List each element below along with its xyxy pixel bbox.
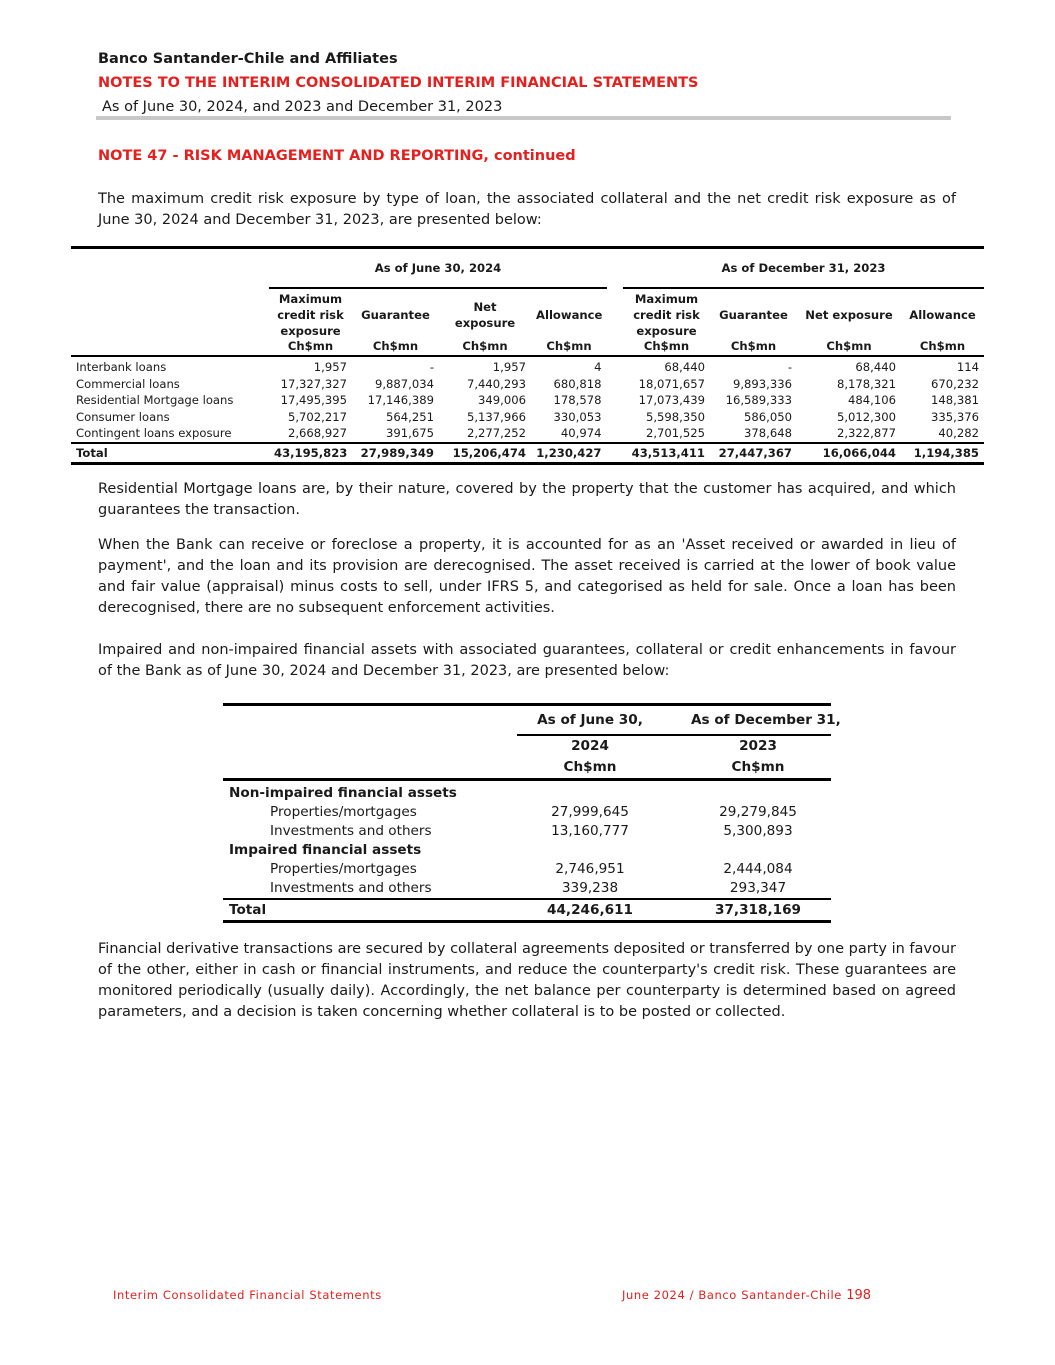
unit-label: Ch$mn: [531, 339, 607, 356]
row-label: Properties/mortgages: [270, 804, 417, 820]
row-label: Investments and others: [270, 823, 432, 839]
table-row: [71, 409, 984, 426]
guaranteed-assets-table: [223, 703, 841, 923]
cell: 2,668,927: [287, 426, 347, 440]
cell: 68,440: [855, 360, 896, 374]
table-row: [71, 425, 984, 443]
col-guarantee: Guarantee: [361, 308, 430, 322]
row-label: Residential Mortgage loans: [76, 393, 234, 407]
total-row: [71, 443, 984, 464]
cell: 2,322,877: [836, 426, 896, 440]
cell: -: [429, 360, 434, 374]
col-december-header: As of December 31,: [685, 706, 831, 735]
total-cell: 43,195,823: [269, 443, 352, 464]
derivatives-paragraph: Financial derivative transactions are secured by collateral agreements deposited or transferred by one party in favour of the other, either in cash or financial instruments, and reduce the counterparty's credit risk. These guarantees are monitored periodically (usually daily). Accordingly, the net balance per counterparty is determined based on agreed parameters, and a decision is taken concerning whether collateral is to be posted or collected.: [98, 941, 956, 1020]
company-name: Banco Santander-Chile and Affiliates: [98, 51, 398, 67]
cell: 13,160,777: [551, 823, 629, 839]
cell: 5,012,300: [836, 409, 896, 424]
cell: 17,146,389: [367, 393, 434, 407]
cell: 9,893,336: [732, 376, 792, 391]
group-header-dec-2023: As of December 31, 2023: [623, 249, 984, 288]
total-cell: 1,194,385: [901, 443, 984, 464]
row-label: Properties/mortgages: [270, 861, 417, 877]
cell: 17,327,327: [280, 376, 347, 391]
section-label-non-impaired: Non-impaired financial assets: [229, 785, 457, 801]
cell: 293,347: [729, 880, 787, 896]
col-net-exposure: Net exposure: [454, 300, 516, 330]
cell: 339,238: [561, 880, 619, 896]
cell: 5,300,893: [723, 823, 793, 839]
foreclose-paragraph: When the Bank can receive or foreclose a property, it is accounted for as an 'Asset received or awarded in lieu of payment', and the loan and its provision are derecognised. The asset received is carried at the lower of book value and fair value (appraisal) minus costs to sell, under IFRS 5, and categorised as held for sale. Once a loan has been derecognised, there are no subsequent enforcement activities.: [98, 537, 956, 616]
cell: 2,277,252: [466, 426, 526, 440]
unit-label: Ch$mn: [623, 339, 710, 356]
cell: 680,818: [553, 376, 602, 391]
cell: 40,282: [938, 426, 979, 440]
col-allowance: Allowance: [909, 308, 976, 322]
cell: 29,279,845: [719, 804, 797, 820]
cell: 17,073,439: [638, 393, 705, 407]
cell: 27,999,645: [551, 804, 629, 820]
table-row: [223, 879, 831, 899]
cell: 335,376: [931, 409, 979, 424]
total-cell: 37,318,169: [685, 899, 831, 922]
cell: 178,578: [553, 393, 602, 407]
intro-paragraph: The maximum credit risk exposure by type of loan, the associated collateral and the net credit risk exposure as of June 30, 2024 and December 31, 2023, are presented below:: [98, 191, 956, 228]
unit-label: Ch$mn: [269, 339, 352, 356]
page-number: 198: [846, 1288, 872, 1303]
col-net-exposure: Net exposure: [805, 308, 893, 322]
cell: 5,137,966: [466, 409, 526, 424]
cell: 586,050: [744, 409, 792, 424]
notes-title: NOTES TO THE INTERIM CONSOLIDATED INTERIM FINANCIAL STATEMENTS: [98, 75, 699, 91]
cell: 391,675: [386, 426, 434, 440]
cell: 7,440,293: [466, 376, 526, 391]
cell: 564,251: [386, 409, 434, 424]
cell: 148,381: [931, 393, 979, 407]
footer-right: [622, 1288, 871, 1303]
col-allowance: Allowance: [536, 308, 603, 322]
col-max-exposure: Maximum credit risk exposure: [633, 292, 700, 338]
total-cell: 27,447,367: [710, 443, 797, 464]
unit-label: Ch$mn: [901, 339, 984, 356]
cell: 114: [956, 360, 979, 374]
note-title: NOTE 47 - RISK MANAGEMENT AND REPORTING, continued: [98, 148, 576, 164]
section-row: [223, 841, 831, 860]
cell: 1,957: [492, 360, 526, 374]
total-cell: 43,513,411: [623, 443, 710, 464]
residential-paragraph: Residential Mortgage loans are, by their nature, covered by the property that the customer has acquired, and which guarantees the transaction.: [98, 481, 956, 518]
cell: 16,589,333: [725, 393, 792, 407]
cell: 330,053: [553, 409, 602, 424]
total-label: Total: [223, 899, 517, 922]
cell: 40,974: [560, 426, 602, 440]
cell: -: [787, 360, 792, 374]
cell: 670,232: [931, 376, 979, 391]
cell: 8,178,321: [836, 376, 896, 391]
cell: 349,006: [478, 393, 526, 407]
row-label: Interbank loans: [76, 360, 167, 374]
section-label-impaired: Impaired financial assets: [229, 842, 422, 858]
credit-exposure-table: [71, 246, 984, 465]
table-row: [223, 803, 831, 822]
group-header-june-2024: As of June 30, 2024: [269, 249, 607, 288]
cell: 2,444,084: [723, 861, 793, 877]
col-max-exposure: Maximum credit risk exposure: [277, 292, 344, 338]
col-guarantee: Guarantee: [719, 308, 788, 322]
col-june-header: As of June 30,: [517, 706, 663, 735]
total-label: Total: [71, 443, 269, 464]
table-row: [223, 822, 831, 841]
unit-label: Ch$mn: [797, 339, 901, 356]
cell: 5,702,217: [287, 409, 347, 424]
total-cell: 1,230,427: [531, 443, 607, 464]
cell: 68,440: [664, 360, 705, 374]
date-line: As of June 30, 2024, and 2023 and December 31, 2023: [102, 99, 503, 115]
table-row: [71, 356, 984, 376]
table-row: [71, 376, 984, 393]
total-row: [223, 899, 831, 922]
cell: 18,071,657: [638, 376, 705, 391]
cell: 484,106: [848, 393, 896, 407]
col-december-year: 2023: [739, 738, 777, 754]
section-row: [223, 780, 831, 804]
row-label: Consumer loans: [76, 409, 170, 424]
row-label: Investments and others: [270, 880, 432, 896]
cell: 2,746,951: [555, 861, 625, 877]
col-june-year: 2024: [571, 738, 609, 754]
cell: 9,887,034: [374, 376, 434, 391]
total-cell: 27,989,349: [352, 443, 439, 464]
table-row: [223, 860, 831, 879]
unit-label: Ch$mn: [439, 339, 531, 356]
cell: 2,701,525: [645, 426, 705, 440]
table-row: [71, 392, 984, 409]
cell: 1,957: [313, 360, 347, 374]
total-cell: 15,206,474: [439, 443, 531, 464]
total-cell: 16,066,044: [797, 443, 901, 464]
impaired-paragraph: Impaired and non-impaired financial assets with associated guarantees, collateral or credit enhancements in favour of the Bank as of June 30, 2024 and December 31, 2023, are presented below:: [98, 642, 956, 679]
row-label: Commercial loans: [76, 376, 180, 391]
footer-left: Interim Consolidated Financial Statements: [113, 1288, 382, 1302]
unit-label: Ch$mn: [710, 339, 797, 356]
total-cell: 44,246,611: [517, 899, 663, 922]
cell: 378,648: [744, 426, 792, 440]
footer-source: June 2024 / Banco Santander-Chile: [622, 1288, 842, 1302]
cell: 4: [594, 360, 602, 374]
unit-label: Ch$mn: [352, 339, 439, 356]
cell: 5,598,350: [645, 409, 705, 424]
unit-label: Ch$mn: [517, 757, 663, 780]
header-divider: [96, 116, 951, 120]
unit-label: Ch$mn: [685, 757, 831, 780]
cell: 17,495,395: [280, 393, 347, 407]
row-label: Contingent loans exposure: [76, 426, 232, 440]
